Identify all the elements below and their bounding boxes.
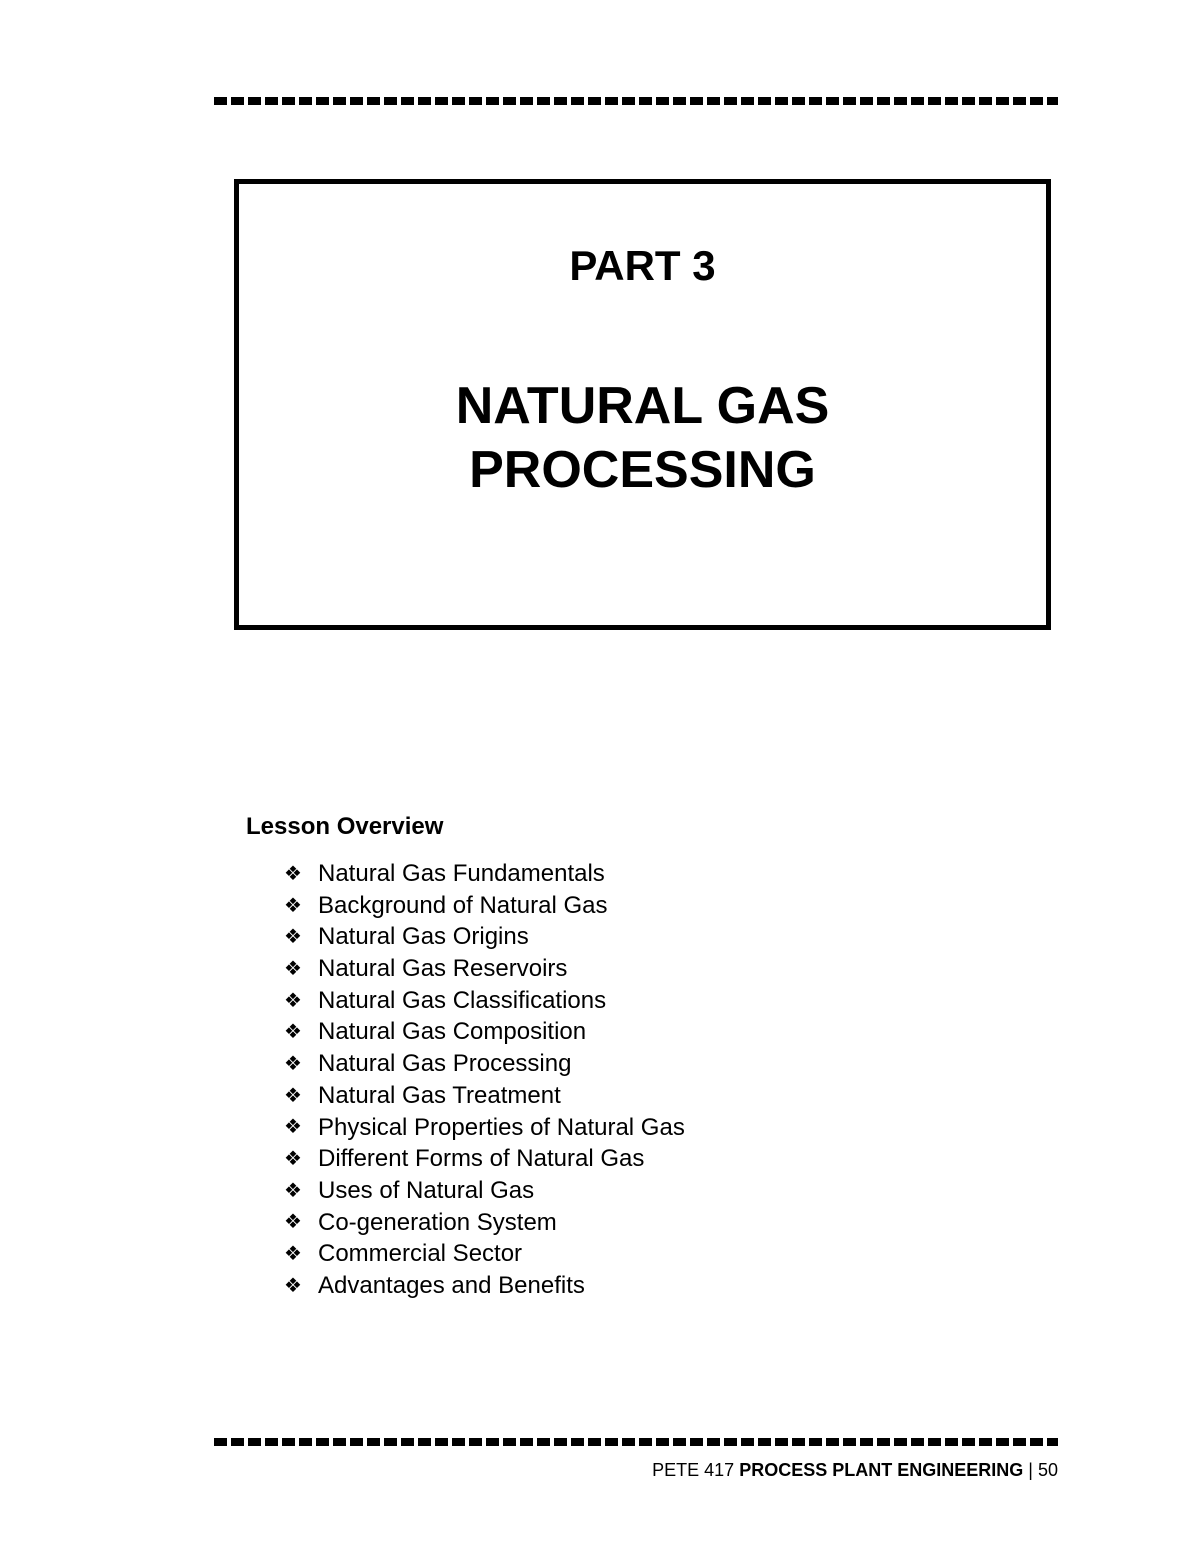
list-item-text: Natural Gas Composition bbox=[318, 1018, 587, 1046]
list-item-text: Physical Properties of Natural Gas bbox=[318, 1113, 685, 1141]
lesson-overview-heading: Lesson Overview bbox=[246, 813, 444, 840]
part-label: PART 3 bbox=[569, 242, 716, 289]
chapter-title-line-1: NATURAL GAS bbox=[455, 377, 830, 435]
footer-separator: | bbox=[1028, 1460, 1033, 1480]
page-number: 50 bbox=[1037, 1460, 1058, 1480]
four-diamond-bullet-icon: ❖ bbox=[284, 926, 302, 949]
list-item-text: Commercial Sector bbox=[318, 1240, 523, 1268]
list-item-text: Natural Gas Classifications bbox=[318, 986, 607, 1014]
list-item bbox=[284, 858, 685, 890]
list-item-text: Advantages and Benefits bbox=[318, 1271, 585, 1299]
list-item bbox=[284, 1112, 685, 1144]
list-item bbox=[284, 1016, 685, 1048]
list-item bbox=[284, 1207, 685, 1239]
list-item-text: Natural Gas Reservoirs bbox=[318, 955, 568, 983]
list-item-text: Natural Gas Origins bbox=[318, 923, 529, 951]
four-diamond-bullet-icon: ❖ bbox=[284, 1274, 302, 1297]
list-item bbox=[284, 953, 685, 985]
top-dashed-rule bbox=[214, 97, 1058, 105]
four-diamond-bullet-icon: ❖ bbox=[284, 1211, 302, 1234]
lesson-overview-list bbox=[284, 858, 685, 1302]
list-item-text: Different Forms of Natural Gas bbox=[318, 1145, 645, 1173]
list-item bbox=[284, 1048, 685, 1080]
page-footer bbox=[652, 1459, 1058, 1481]
four-diamond-bullet-icon: ❖ bbox=[284, 989, 302, 1012]
list-item-text: Background of Natural Gas bbox=[318, 891, 608, 919]
list-item-text: Natural Gas Fundamentals bbox=[318, 860, 605, 887]
chapter-title bbox=[239, 374, 1046, 502]
list-item bbox=[284, 1270, 685, 1302]
four-diamond-bullet-icon: ❖ bbox=[284, 1084, 302, 1107]
four-diamond-bullet-icon: ❖ bbox=[284, 1052, 302, 1075]
four-diamond-bullet-icon: ❖ bbox=[284, 894, 302, 917]
chapter-title-line-2: PROCESSING bbox=[469, 441, 816, 499]
title-box bbox=[234, 179, 1051, 630]
list-item-text: Natural Gas Treatment bbox=[318, 1081, 561, 1109]
four-diamond-bullet-icon: ❖ bbox=[284, 1179, 302, 1202]
four-diamond-bullet-icon: ❖ bbox=[284, 1148, 302, 1171]
four-diamond-bullet-icon: ❖ bbox=[284, 1243, 302, 1266]
four-diamond-bullet-icon: ❖ bbox=[284, 1116, 302, 1139]
four-diamond-bullet-icon: ❖ bbox=[284, 862, 302, 885]
list-item bbox=[284, 921, 685, 953]
list-item-text: Co-generation System bbox=[318, 1208, 557, 1236]
list-item bbox=[284, 1238, 685, 1270]
list-item bbox=[284, 1143, 685, 1175]
list-item bbox=[284, 1080, 685, 1112]
list-item bbox=[284, 1175, 685, 1207]
course-code: PETE 417 bbox=[652, 1460, 735, 1480]
course-title: PROCESS PLANT ENGINEERING bbox=[739, 1460, 1024, 1480]
four-diamond-bullet-icon: ❖ bbox=[284, 957, 302, 980]
list-item bbox=[284, 890, 685, 922]
list-item-text: Uses of Natural Gas bbox=[318, 1176, 535, 1204]
list-item bbox=[284, 985, 685, 1017]
bottom-dashed-rule bbox=[214, 1438, 1058, 1446]
list-item-text: Natural Gas Processing bbox=[318, 1050, 572, 1078]
four-diamond-bullet-icon: ❖ bbox=[284, 1021, 302, 1044]
